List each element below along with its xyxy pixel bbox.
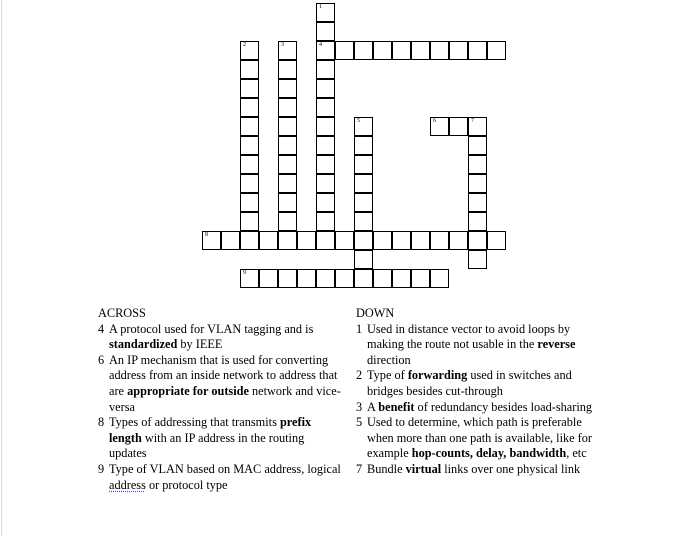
grid-cell[interactable]: [316, 212, 335, 231]
clue-fragment: Used in distance vector to avoid loops by making the route not usable in the: [367, 321, 571, 352]
clue-keyword: reverse: [537, 337, 576, 352]
clue-item: [356, 462, 596, 478]
down-clue-list: [356, 322, 596, 478]
grid-cell[interactable]: [240, 174, 259, 193]
cell-number: 5: [357, 118, 360, 124]
clue-keyword: appropriate for outside: [127, 383, 249, 398]
grid-cell[interactable]: [316, 136, 335, 155]
grid-cell[interactable]: [240, 155, 259, 174]
grid-cell[interactable]: [316, 3, 335, 22]
grid-cell[interactable]: [278, 155, 297, 174]
clue-fragment: used in switches and bridges besides cut-through: [367, 368, 572, 398]
grid-cell[interactable]: [240, 212, 259, 231]
grid-cell[interactable]: [316, 22, 335, 41]
grid-cell[interactable]: [316, 60, 335, 79]
clue-fragment: Types of addressing that transmits: [109, 415, 280, 430]
grid-cell[interactable]: [487, 231, 506, 250]
grid-cell[interactable]: [392, 41, 411, 60]
clue-keyword: standardized: [109, 337, 178, 352]
clue-item: [356, 368, 596, 399]
cell-number: 6: [433, 118, 436, 124]
clue-number: 5: [356, 415, 363, 430]
grid-cell[interactable]: [487, 41, 506, 60]
grid-cell[interactable]: [240, 231, 259, 250]
grid-cell[interactable]: [240, 269, 259, 288]
grid-cell[interactable]: [373, 41, 392, 60]
clue-fragment: An IP mechanism that is used for converting address from an inside network to address that are: [109, 352, 338, 398]
clue-fragment: or protocol type: [145, 477, 228, 492]
clue-item: [356, 400, 596, 416]
clue-item: [356, 322, 596, 369]
clue-text: [367, 462, 596, 478]
clue-fragment: Type of: [367, 368, 408, 383]
clue-text: [367, 368, 596, 399]
clue-item: [98, 322, 342, 353]
grid-cell[interactable]: [316, 174, 335, 193]
across-clue-list: [98, 322, 342, 494]
clue-keyword: hop-counts, delay, bandwidth: [411, 446, 567, 461]
grid-cell[interactable]: [335, 269, 354, 288]
clue-number: 1: [356, 321, 363, 336]
cell-number: 1: [319, 4, 322, 10]
grid-cell[interactable]: [335, 41, 354, 60]
clue-fragment: of redundancy besides load-sharing: [414, 399, 593, 414]
down-heading: DOWN: [356, 306, 395, 320]
grid-cell[interactable]: [240, 98, 259, 117]
grid-cell[interactable]: [354, 41, 373, 60]
grid-cell[interactable]: [354, 212, 373, 231]
clue-fragment: links over one physical link: [441, 461, 581, 476]
grid-cell[interactable]: [468, 212, 487, 231]
clue-item: [356, 415, 596, 462]
grid-cell[interactable]: [449, 41, 468, 60]
grid-cell[interactable]: [297, 269, 316, 288]
grid-cell[interactable]: [278, 174, 297, 193]
grid-cell[interactable]: [430, 269, 449, 288]
clue-keyword: virtual: [405, 461, 442, 476]
grid-cell[interactable]: [468, 231, 487, 250]
grid-cell[interactable]: [468, 174, 487, 193]
grid-cell[interactable]: [468, 250, 487, 269]
grid-cell[interactable]: [278, 98, 297, 117]
grid-cell[interactable]: [240, 117, 259, 136]
grid-cell[interactable]: [354, 231, 373, 250]
grid-cell[interactable]: [259, 231, 278, 250]
grid-cell[interactable]: [240, 79, 259, 98]
grid-cell[interactable]: [278, 269, 297, 288]
across-clues: [98, 306, 342, 493]
clue-keyword: benefit: [378, 399, 415, 414]
clue-keyword: forwarding: [407, 368, 468, 383]
grid-cell[interactable]: [354, 269, 373, 288]
grid-cell[interactable]: [259, 269, 278, 288]
grid-cell[interactable]: [354, 250, 373, 269]
grid-cell[interactable]: [316, 79, 335, 98]
grid-cell[interactable]: [297, 231, 316, 250]
grid-cell[interactable]: [449, 117, 468, 136]
grid-cell[interactable]: [449, 231, 468, 250]
cell-number: 7: [471, 118, 474, 124]
clue-number: 2: [356, 368, 363, 383]
clue-text: [367, 415, 596, 462]
grid-cell[interactable]: [316, 155, 335, 174]
spellcheck-word: address: [109, 477, 146, 492]
grid-cell[interactable]: [278, 41, 297, 60]
grid-cell[interactable]: [411, 231, 430, 250]
grid-cell[interactable]: [278, 79, 297, 98]
clue-fragment: Bundle: [367, 461, 406, 476]
grid-cell[interactable]: [316, 231, 335, 250]
clue-number: 3: [356, 399, 363, 414]
clue-fragment: with an IP address in the routing updates: [109, 430, 305, 461]
grid-cell[interactable]: [202, 231, 221, 250]
clue-item: [98, 462, 342, 493]
grid-cell[interactable]: [240, 41, 259, 60]
grid-cell[interactable]: [411, 269, 430, 288]
grid-cell[interactable]: [278, 60, 297, 79]
clue-text: [109, 462, 342, 493]
grid-cell[interactable]: [221, 231, 240, 250]
grid-cell[interactable]: [316, 41, 335, 60]
clue-number: 8: [98, 415, 105, 430]
grid-cell[interactable]: [411, 41, 430, 60]
grid-cell[interactable]: [392, 231, 411, 250]
clue-fragment: network and vice-versa: [109, 383, 341, 414]
clue-item: [98, 415, 342, 462]
clue-number: 9: [98, 461, 105, 476]
down-clues: [356, 306, 596, 478]
cell-number: 9: [243, 270, 246, 276]
cell-number: 8: [205, 232, 208, 238]
clue-number: 6: [98, 352, 105, 367]
grid-cell[interactable]: [278, 193, 297, 212]
across-heading: ACROSS: [98, 306, 146, 320]
grid-cell[interactable]: [354, 193, 373, 212]
grid-cell[interactable]: [468, 41, 487, 60]
clue-fragment: Type of VLAN based on MAC address, logical: [109, 461, 341, 476]
grid-cell[interactable]: [316, 193, 335, 212]
grid-cell[interactable]: [468, 193, 487, 212]
clue-number: 4: [98, 321, 105, 336]
clue-item: [98, 353, 342, 415]
grid-cell[interactable]: [430, 231, 449, 250]
grid-cell[interactable]: [240, 136, 259, 155]
grid-cell[interactable]: [354, 117, 373, 136]
clue-fragment: direction: [367, 352, 411, 367]
grid-cell[interactable]: [278, 136, 297, 155]
grid-cell[interactable]: [335, 231, 354, 250]
cell-number: 2: [243, 42, 246, 48]
grid-cell[interactable]: [354, 136, 373, 155]
clue-fragment: A: [367, 399, 379, 414]
grid-cell[interactable]: [430, 41, 449, 60]
clue-text: [109, 415, 342, 462]
grid-cell[interactable]: [468, 117, 487, 136]
grid-cell[interactable]: [316, 98, 335, 117]
clue-text: [367, 400, 596, 416]
grid-cell[interactable]: [468, 155, 487, 174]
grid-cell[interactable]: [373, 231, 392, 250]
clue-number: 7: [356, 461, 363, 476]
clue-fragment: by IEEE: [177, 337, 223, 352]
grid-cell[interactable]: [278, 117, 297, 136]
grid-cell[interactable]: [392, 269, 411, 288]
grid-cell[interactable]: [316, 117, 335, 136]
clue-keyword: prefix length: [109, 415, 312, 445]
grid-cell[interactable]: [468, 136, 487, 155]
grid-cell[interactable]: [316, 269, 335, 288]
cell-number: 4: [319, 42, 322, 48]
clue-text: [109, 353, 342, 415]
grid-cell[interactable]: [373, 269, 392, 288]
clue-fragment: Used to determine, which path is preferable when more than one path is available, like for example: [367, 415, 593, 461]
clue-fragment: , etc: [566, 446, 587, 461]
clue-fragment: A protocol used for VLAN tagging and is: [109, 321, 314, 336]
grid-cell[interactable]: [278, 231, 297, 250]
grid-cell[interactable]: [240, 193, 259, 212]
grid-cell[interactable]: [278, 212, 297, 231]
grid-cell[interactable]: [430, 117, 449, 136]
grid-cell[interactable]: [240, 60, 259, 79]
grid-cell[interactable]: [354, 174, 373, 193]
grid-cell[interactable]: [354, 155, 373, 174]
clue-text: [109, 322, 342, 353]
clue-text: [367, 322, 596, 369]
cell-number: 3: [281, 42, 284, 48]
